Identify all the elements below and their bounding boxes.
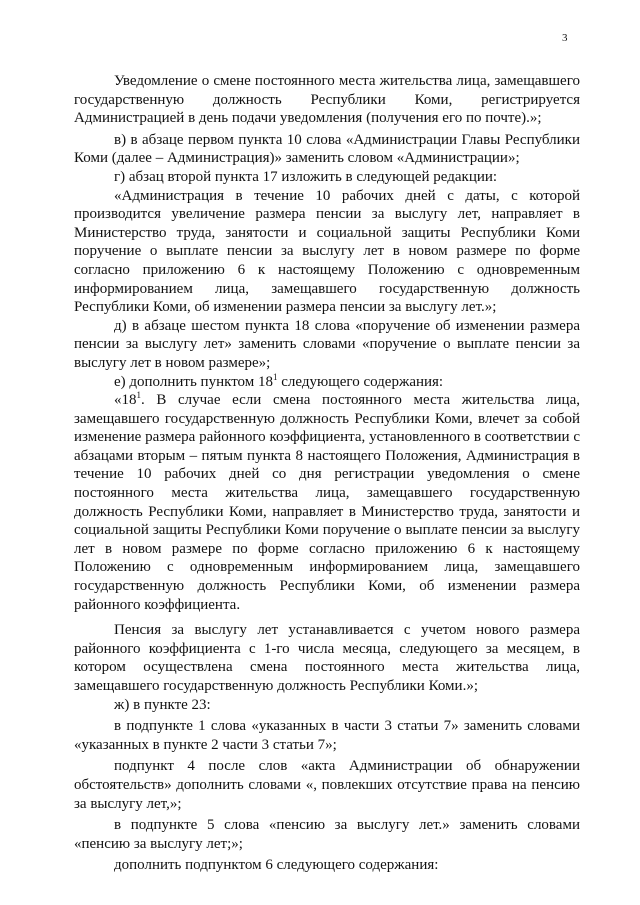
paragraph-notice-registration: Уведомление о смене постоянного места жительства лица, замещавшего государственную должность Республики Коми, регистрируется Администрацией в день подачи уведомления (получения его по почте).»; xyxy=(74,73,580,127)
paragraph-subpoint-1: в подпункте 1 слова «указанных в части 3 статьи 7» заменить словами «указанных в пункте 2 части 3 статьи 7»; xyxy=(74,718,580,753)
paragraph-point-18-1-number: «18 xyxy=(114,392,137,409)
paragraph-subpoint-6: дополнить подпунктом 6 следующего содержания: xyxy=(114,857,439,874)
paragraph-new-wording-17: «Администрация в течение 10 рабочих дней с даты, с которой производится увеличение размера пенсии за выслугу лет, направляет в Министерство труда, занятости и социальной защиты Республики Коми поручение о выплате пенсии за выслугу лет в новом размере по форме согласно приложению 6 к настоящему Положению с одновременным информированием лица, замещавшего государственную должность Республики Коми, об изменении размера пенсии за выслугу лет.»; xyxy=(74,187,580,316)
paragraph-amendment-e xyxy=(74,373,580,392)
paragraph-point-18-1 xyxy=(74,391,580,614)
superscript-marker: 1 xyxy=(273,371,278,382)
paragraph-amendment-v: в) в абзаце первом пункта 10 слова «Администрации Главы Республики Коми (далее – Администрация)» заменить словом «Администрации»; xyxy=(74,131,580,167)
paragraph-amendment-zh: ж) в пункте 23: xyxy=(114,696,211,713)
paragraph-amendment-e-tail: следующего содержания: xyxy=(277,373,444,390)
superscript-marker: 1 xyxy=(136,390,141,401)
document-body xyxy=(74,72,580,875)
paragraph-amendment-g: г) абзац второй пункта 17 изложить в следующей редакции: xyxy=(114,168,498,185)
paragraph-subpoint-4: подпункт 4 после слов «акта Администрации об обнаружении обстоятельств» дополнить словами «, повлекших отсутствие права на пенсию за выслугу лет,»; xyxy=(74,758,580,812)
paragraph-amendment-d: д) в абзаце шестом пункта 18 слова «поручение об изменении размера пенсии за выслугу лет» заменить словами «поручение о выплате пенсии за выслугу лет в новом размере»; xyxy=(74,317,580,371)
paragraph-pension-coefficient: Пенсия за выслугу лет устанавливается с учетом нового размера районного коэффициента с 1-го числа месяца, следующего за месяцем, в котором осуществлена смена постоянного места жительства лица, замещавшего государственную должность Республики Коми.»; xyxy=(74,622,580,694)
paragraph-point-18-1-text: . В случае если смена постоянного места жительства лица, замещавшего государственную должность Республики Коми, влечет за собой изменение размера районного коэффициента, установленного в соответствии с абзацами вторым – пятым пункта 8 настоящего Положения, Администрация в течение 10 рабочих дней со дня регистрации уведомления о смене постоянного места жительства лица, замещавшего государственную должность Республики Коми, направляет в Министерство труда, занятости и социальной защиты Республики Коми поручение о выплате пенсии за выслугу лет в новом размере по форме согласно приложению 6 к настоящему Положению с одновременным информированием лица, замещавшего государственную должность Республики Коми, об изменении размера районного коэффициента. xyxy=(74,392,580,613)
paragraph-amendment-e-text: е) дополнить пунктом 18 xyxy=(114,373,274,390)
page-number: 3 xyxy=(562,32,568,44)
paragraph-subpoint-5: в подпункте 5 слова «пенсию за выслугу лет.» заменить словами «пенсию за выслугу лет;»; xyxy=(74,817,580,852)
